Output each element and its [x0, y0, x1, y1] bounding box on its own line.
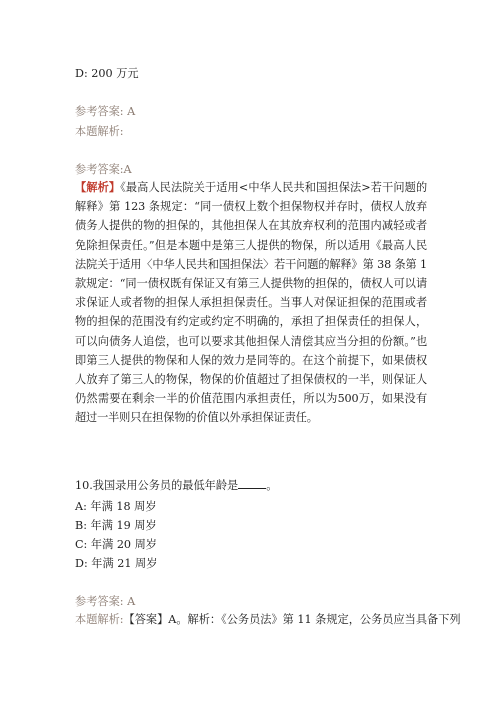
- option-d: D: 200 万元: [75, 67, 139, 80]
- question-10-text: 10.我国录用公务员的最低年龄是: [75, 479, 239, 492]
- reference-answer: 参考答案: A: [75, 105, 136, 118]
- option-b: B: 年满 19 周岁: [75, 519, 157, 532]
- reference-answer-q10: 参考答案: A: [75, 595, 136, 608]
- analysis-text-q10: 【答案】A。解析：《公务员法》第 11 条规定，公务员应当具备下列: [123, 613, 461, 626]
- reference-answer-2: 参考答案:A: [75, 163, 132, 176]
- analysis-label-q10: 本题解析:: [75, 613, 124, 626]
- question-10-suffix: 。: [266, 479, 278, 492]
- option-d-q10: D: 年满 21 周岁: [75, 557, 158, 570]
- analysis-label: 本题解析:: [75, 125, 124, 138]
- analysis-body: 《最高人民法院关于适用<中华人民共和国担保法>若干问题的解释》第 123 条规定：“同一债权上数个担保物权并存时，债权人放弃债务人提供的物的担保的，其他担保人在其放弃权利的范围内减轻或者免除担保责任。”但是本题中是第三人提供的物保，所以适用《最高人民法院关于适用〈中华人民共和国担保法〉若干问题的解释》第 38 条第 1 款规定：“同一债权既有保证又有第三人提供物的担保的，债权人可以请求保证人或者物的担保人承担担保责任。当事人对保证担保的范围或者物的担保的范围没有约定或约定不明确的，承担了担保责任的担保人，可以向债务人追偿，也可以要求其他担保人清偿其应当分担的份额。”也即第三人提供的物保和人保的效力是同等的。在这个前提下，如果债权人放弃了第三人的物保，物保的价值超过了担保债权的一半，则保证人仍然需要在剩余一半的价值范围内承担责任，所以为500万，如果没有超过一半则只在担保物的价值以外承担保证责任。: [75, 181, 427, 425]
- option-c: C: 年满 20 周岁: [75, 538, 157, 551]
- analysis-line-q10: [75, 612, 480, 627]
- option-a: A: 年满 18 周岁: [75, 500, 157, 513]
- analysis-paragraph: [75, 178, 427, 428]
- analysis-tag: 【解析】: [75, 180, 121, 194]
- answer-blank: [238, 478, 266, 489]
- question-10: [75, 478, 440, 493]
